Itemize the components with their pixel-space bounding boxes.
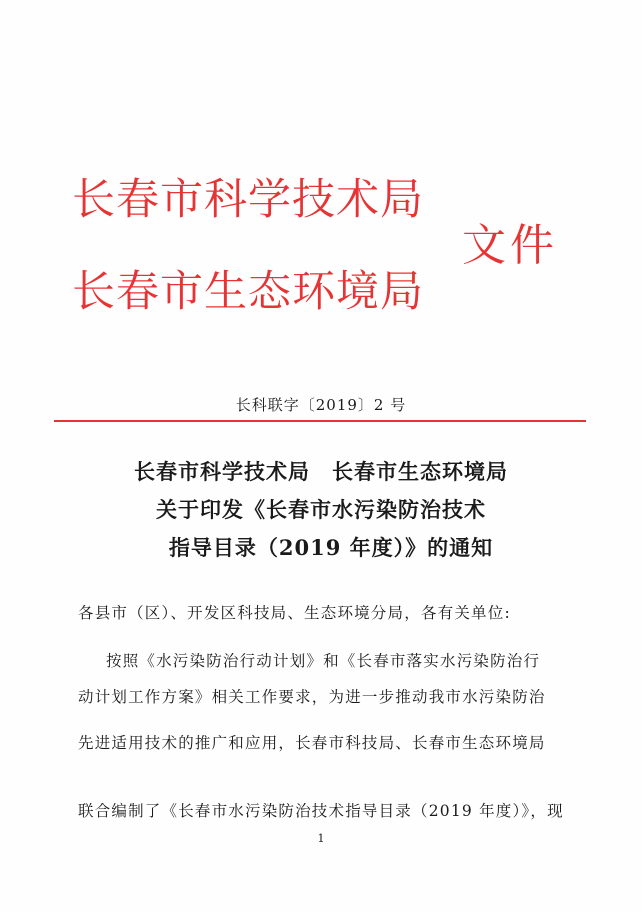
document-number: 长科联字〔2019〕2 号 (235, 396, 407, 414)
red-divider-line (54, 420, 586, 422)
body-line-2: 动计划工作方案》相关工作要求，为进一步推动我市水污染防治 (78, 688, 546, 706)
page-number: 1 (317, 832, 325, 845)
body-line-3: 先进适用技术的推广和应用，长春市科技局、长春市生态环境局 (78, 734, 546, 752)
body-line-4: 联合编制了《长春市水污染防治技术指导目录（2019 年度）》，现 (78, 802, 564, 820)
title-line-2: 关于印发《长春市水污染防治技术 (156, 497, 486, 522)
issuer-science-bureau: 长春市科学技术局 (72, 175, 424, 225)
body-line-1: 按照《水污染防治行动计划》和《长春市落实水污染防治行 (106, 652, 541, 670)
title-line-1: 长春市科学技术局 长春市生态环境局 (134, 459, 508, 484)
addressee: 各县市（区）、开发区科技局、生态环境分局，各有关单位: (78, 604, 511, 622)
title-line-3: 指导目录（2019 年度）》的通知 (168, 535, 494, 560)
issuer-ecology-bureau: 长春市生态环境局 (72, 267, 424, 317)
document-word: 文件 (462, 220, 558, 271)
